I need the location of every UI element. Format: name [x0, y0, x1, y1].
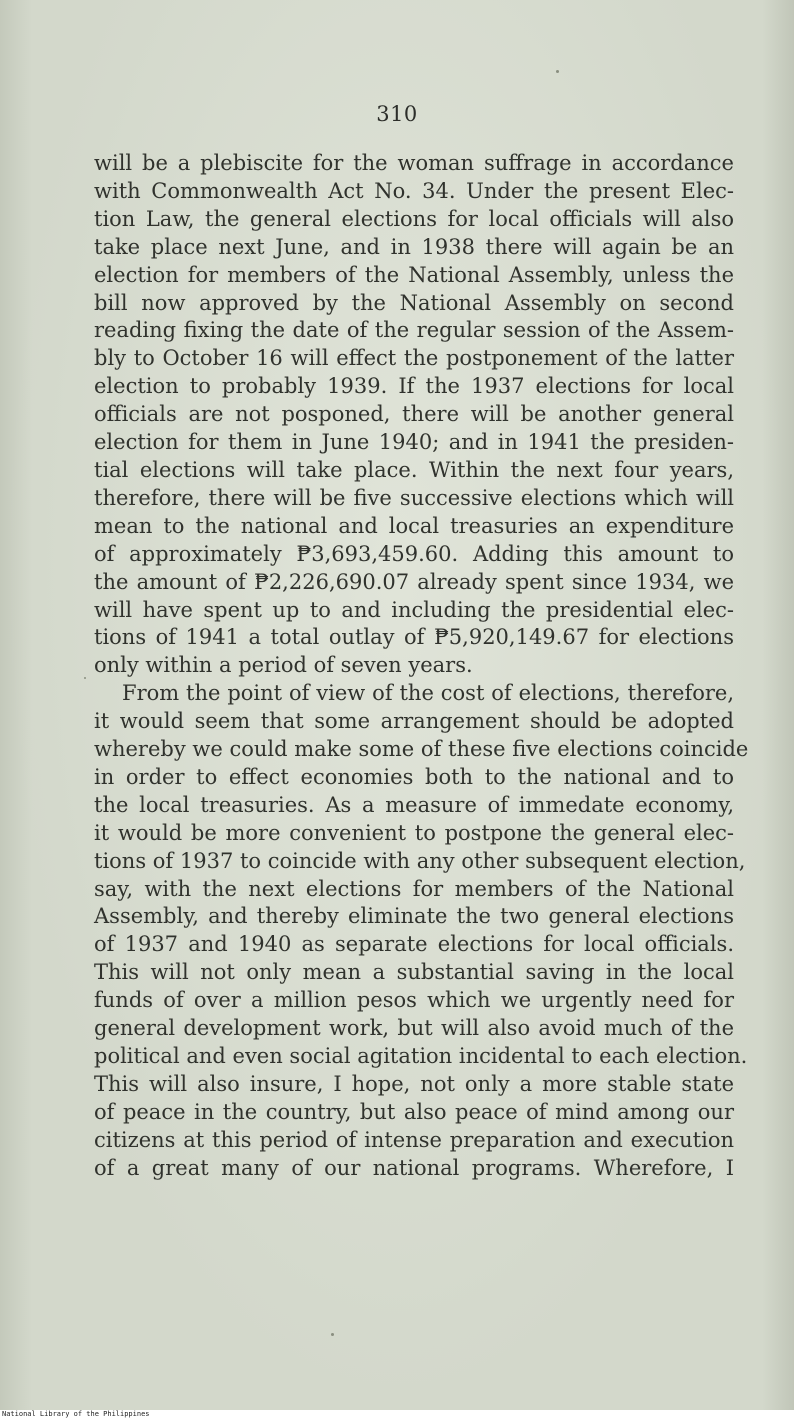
text-line: will be a plebiscite for the woman suffrage in accordance [94, 151, 734, 175]
text-line: officials are not posponed, there will be another general [94, 402, 734, 427]
text-line: of a great many of our national programs. Wherefore, I [94, 1155, 734, 1180]
text-line: in order to effect economies both to the national and to [94, 764, 734, 789]
text-line: of 1937 and 1940 as separate elections for local officials. [94, 932, 734, 957]
text-line: of peace in the country, but also peace of mind among our [94, 1099, 734, 1124]
body-text [94, 150, 749, 1183]
paper-speck [556, 70, 559, 73]
text-line: This will also insure, I hope, not only a more stable state [94, 1071, 734, 1096]
text-line: funds of over a million pesos which we urgently need for [94, 988, 734, 1013]
text-line: whereby we could make some of these five elections coincide [94, 737, 749, 762]
text-line: tion Law, the general elections for local officials will also [94, 206, 734, 231]
text-line: election for members of the National Assembly, unless the [94, 262, 734, 287]
text-line: This will not only mean a substantial saving in the local [94, 960, 734, 985]
text-line: the amount of ₱2,226,690.07 already spent since 1934, we [94, 569, 734, 594]
text-line: bly to October 16 will effect the postponement of the latter [94, 346, 734, 371]
text-line: mean to the national and local treasuries an expenditure [94, 513, 734, 538]
text-line: take place next June, and in 1938 there will again be an [94, 234, 734, 259]
text-line: From the point of view of the cost of elections, therefore, [122, 681, 734, 706]
text-line: it would be more convenient to postpone the general elec- [94, 820, 734, 845]
text-line: tial elections will take place. Within the next four years, [94, 457, 734, 482]
paper-speck [84, 677, 86, 679]
text-line: will have spent up to and including the presidential elec- [94, 597, 734, 622]
text-line: with Commonwealth Act No. 34. Under the present Elec- [94, 178, 734, 203]
text-line: the local treasuries. As a measure of immedate economy, [94, 792, 734, 817]
text-line: political and even social agitation incidental to each election. [94, 1044, 748, 1068]
paragraph [94, 680, 749, 1182]
text-line: therefore, there will be five successive elections which will [94, 485, 734, 510]
text-line: tions of 1941 a total outlay of ₱5,920,149.67 for elections [94, 625, 734, 650]
text-line: bill now approved by the National Assembly on second [94, 290, 734, 315]
text-line: reading fixing the date of the regular session of the Assem- [94, 318, 734, 343]
footer-credit: National Library of the Philippines [2, 1410, 150, 1418]
paragraph [94, 150, 734, 680]
page-number: 310 [376, 102, 418, 126]
text-line: only within a period of seven years. [94, 653, 473, 678]
text-line: citizens at this period of intense preparation and execution [94, 1127, 734, 1152]
text-line: general development work, but will also avoid much of the [94, 1016, 734, 1041]
text-line: Assembly, and thereby eliminate the two general elections [94, 904, 734, 929]
text-line: it would seem that some arrangement should be adopted [94, 709, 734, 734]
text-line: election for them in June 1940; and in 1941 the presiden- [94, 430, 734, 455]
text-line: tions of 1937 to coincide with any other subsequent election, [94, 848, 746, 873]
text-line: election to probably 1939. If the 1937 elections for local [94, 374, 734, 399]
text-line: say, with the next elections for members of the National [94, 876, 734, 901]
text-line: of approximately ₱3,693,459.60. Adding this amount to [94, 541, 734, 566]
paper-speck [331, 1333, 334, 1336]
